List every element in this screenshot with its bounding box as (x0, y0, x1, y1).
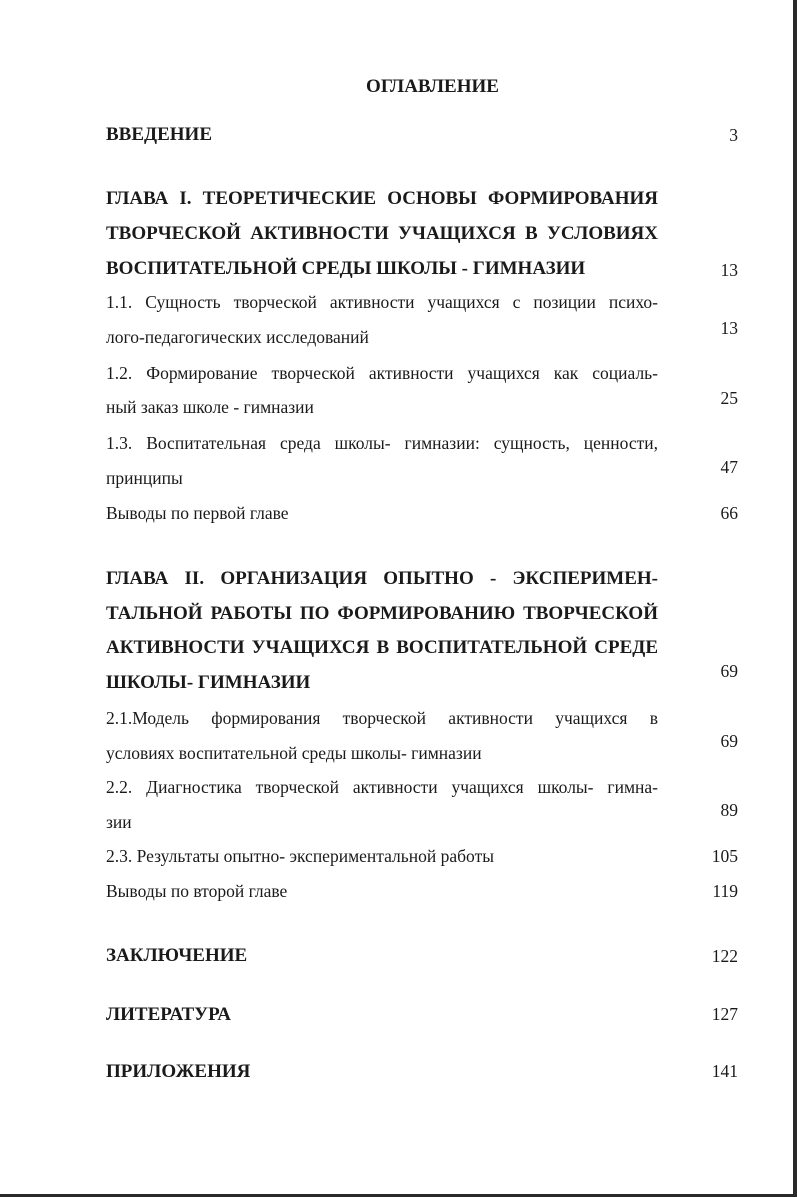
section-2-3-label[interactable]: 2.3. Результаты опытно- экспериментальной работы (106, 846, 494, 866)
section-2-1-line[interactable]: 2.1.Модель формирования творческой активности учащихся в (106, 708, 658, 728)
toc-title: ОГЛАВЛЕНИЕ (366, 76, 499, 97)
chapter1-heading-line[interactable]: ГЛАВА I. ТЕОРЕТИЧЕСКИЕ ОСНОВЫ ФОРМИРОВАНИЯ (106, 188, 658, 209)
section-1-3-page: 47 (720, 457, 738, 477)
section-2-2-line[interactable]: зии (106, 812, 132, 832)
section-2-2-page: 89 (720, 800, 738, 820)
chapter2-heading-line[interactable]: АКТИВНОСТИ УЧАЩИХСЯ В ВОСПИТАТЕЛЬНОЙ СРЕДЕ (106, 637, 658, 658)
toc-intro-label[interactable]: ВВЕДЕНИЕ (106, 124, 212, 145)
section-1-2-page: 25 (720, 388, 738, 408)
section-1-2-line[interactable]: 1.2. Формирование творческой активности учащихся как социаль- (106, 363, 658, 383)
chapter1-conclusions-label[interactable]: Выводы по первой главе (106, 503, 289, 523)
chapter2-heading-line[interactable]: ТАЛЬНОЙ РАБОТЫ ПО ФОРМИРОВАНИЮ ТВОРЧЕСКОЙ (106, 603, 658, 624)
toc-appendices-label[interactable]: ПРИЛОЖЕНИЯ (106, 1061, 251, 1082)
section-1-1-line[interactable]: лого-педагогических исследований (106, 327, 369, 347)
toc-appendices-page: 141 (711, 1061, 738, 1081)
section-1-3-line[interactable]: 1.3. Воспитательная среда школы- гимназии: сущность, ценности, (106, 433, 658, 453)
section-1-1-page: 13 (720, 318, 738, 338)
chapter2-heading-line[interactable]: ШКОЛЫ- ГИМНАЗИИ (106, 672, 311, 693)
chapter2-conclusions-page: 119 (712, 881, 738, 901)
scan-edge-right (793, 0, 797, 1197)
toc-intro-page: 3 (729, 125, 738, 145)
toc-literature-page: 127 (711, 1004, 738, 1024)
section-2-2-line[interactable]: 2.2. Диагностика творческой активности учащихся школы- гимна- (106, 777, 658, 797)
section-2-3-page: 105 (711, 846, 738, 866)
chapter2-page: 69 (720, 661, 738, 681)
section-1-2-line[interactable]: ный заказ школе - гимназии (106, 397, 314, 417)
chapter1-conclusions-page: 66 (720, 503, 738, 523)
chapter1-heading-line[interactable]: ВОСПИТАТЕЛЬНОЙ СРЕДЫ ШКОЛЫ - ГИМНАЗИИ (106, 258, 586, 279)
chapter1-page: 13 (720, 260, 738, 280)
chapter2-heading-line[interactable]: ГЛАВА II. ОРГАНИЗАЦИЯ ОПЫТНО - ЭКСПЕРИМЕН- (106, 568, 658, 589)
toc-conclusion-page: 122 (711, 946, 738, 966)
section-1-3-line[interactable]: принципы (106, 468, 183, 488)
chapter1-heading-line[interactable]: ТВОРЧЕСКОЙ АКТИВНОСТИ УЧАЩИХСЯ В УСЛОВИЯХ (106, 223, 658, 244)
section-1-1-line[interactable]: 1.1. Сущность творческой активности учащихся с позиции психо- (106, 292, 658, 312)
section-2-1-line[interactable]: условиях воспитательной среды школы- гимназии (106, 743, 482, 763)
section-2-1-page: 69 (720, 731, 738, 751)
chapter2-conclusions-label[interactable]: Выводы по второй главе (106, 881, 288, 901)
toc-literature-label[interactable]: ЛИТЕРАТУРА (106, 1004, 232, 1025)
toc-conclusion-label[interactable]: ЗАКЛЮЧЕНИЕ (106, 945, 248, 966)
